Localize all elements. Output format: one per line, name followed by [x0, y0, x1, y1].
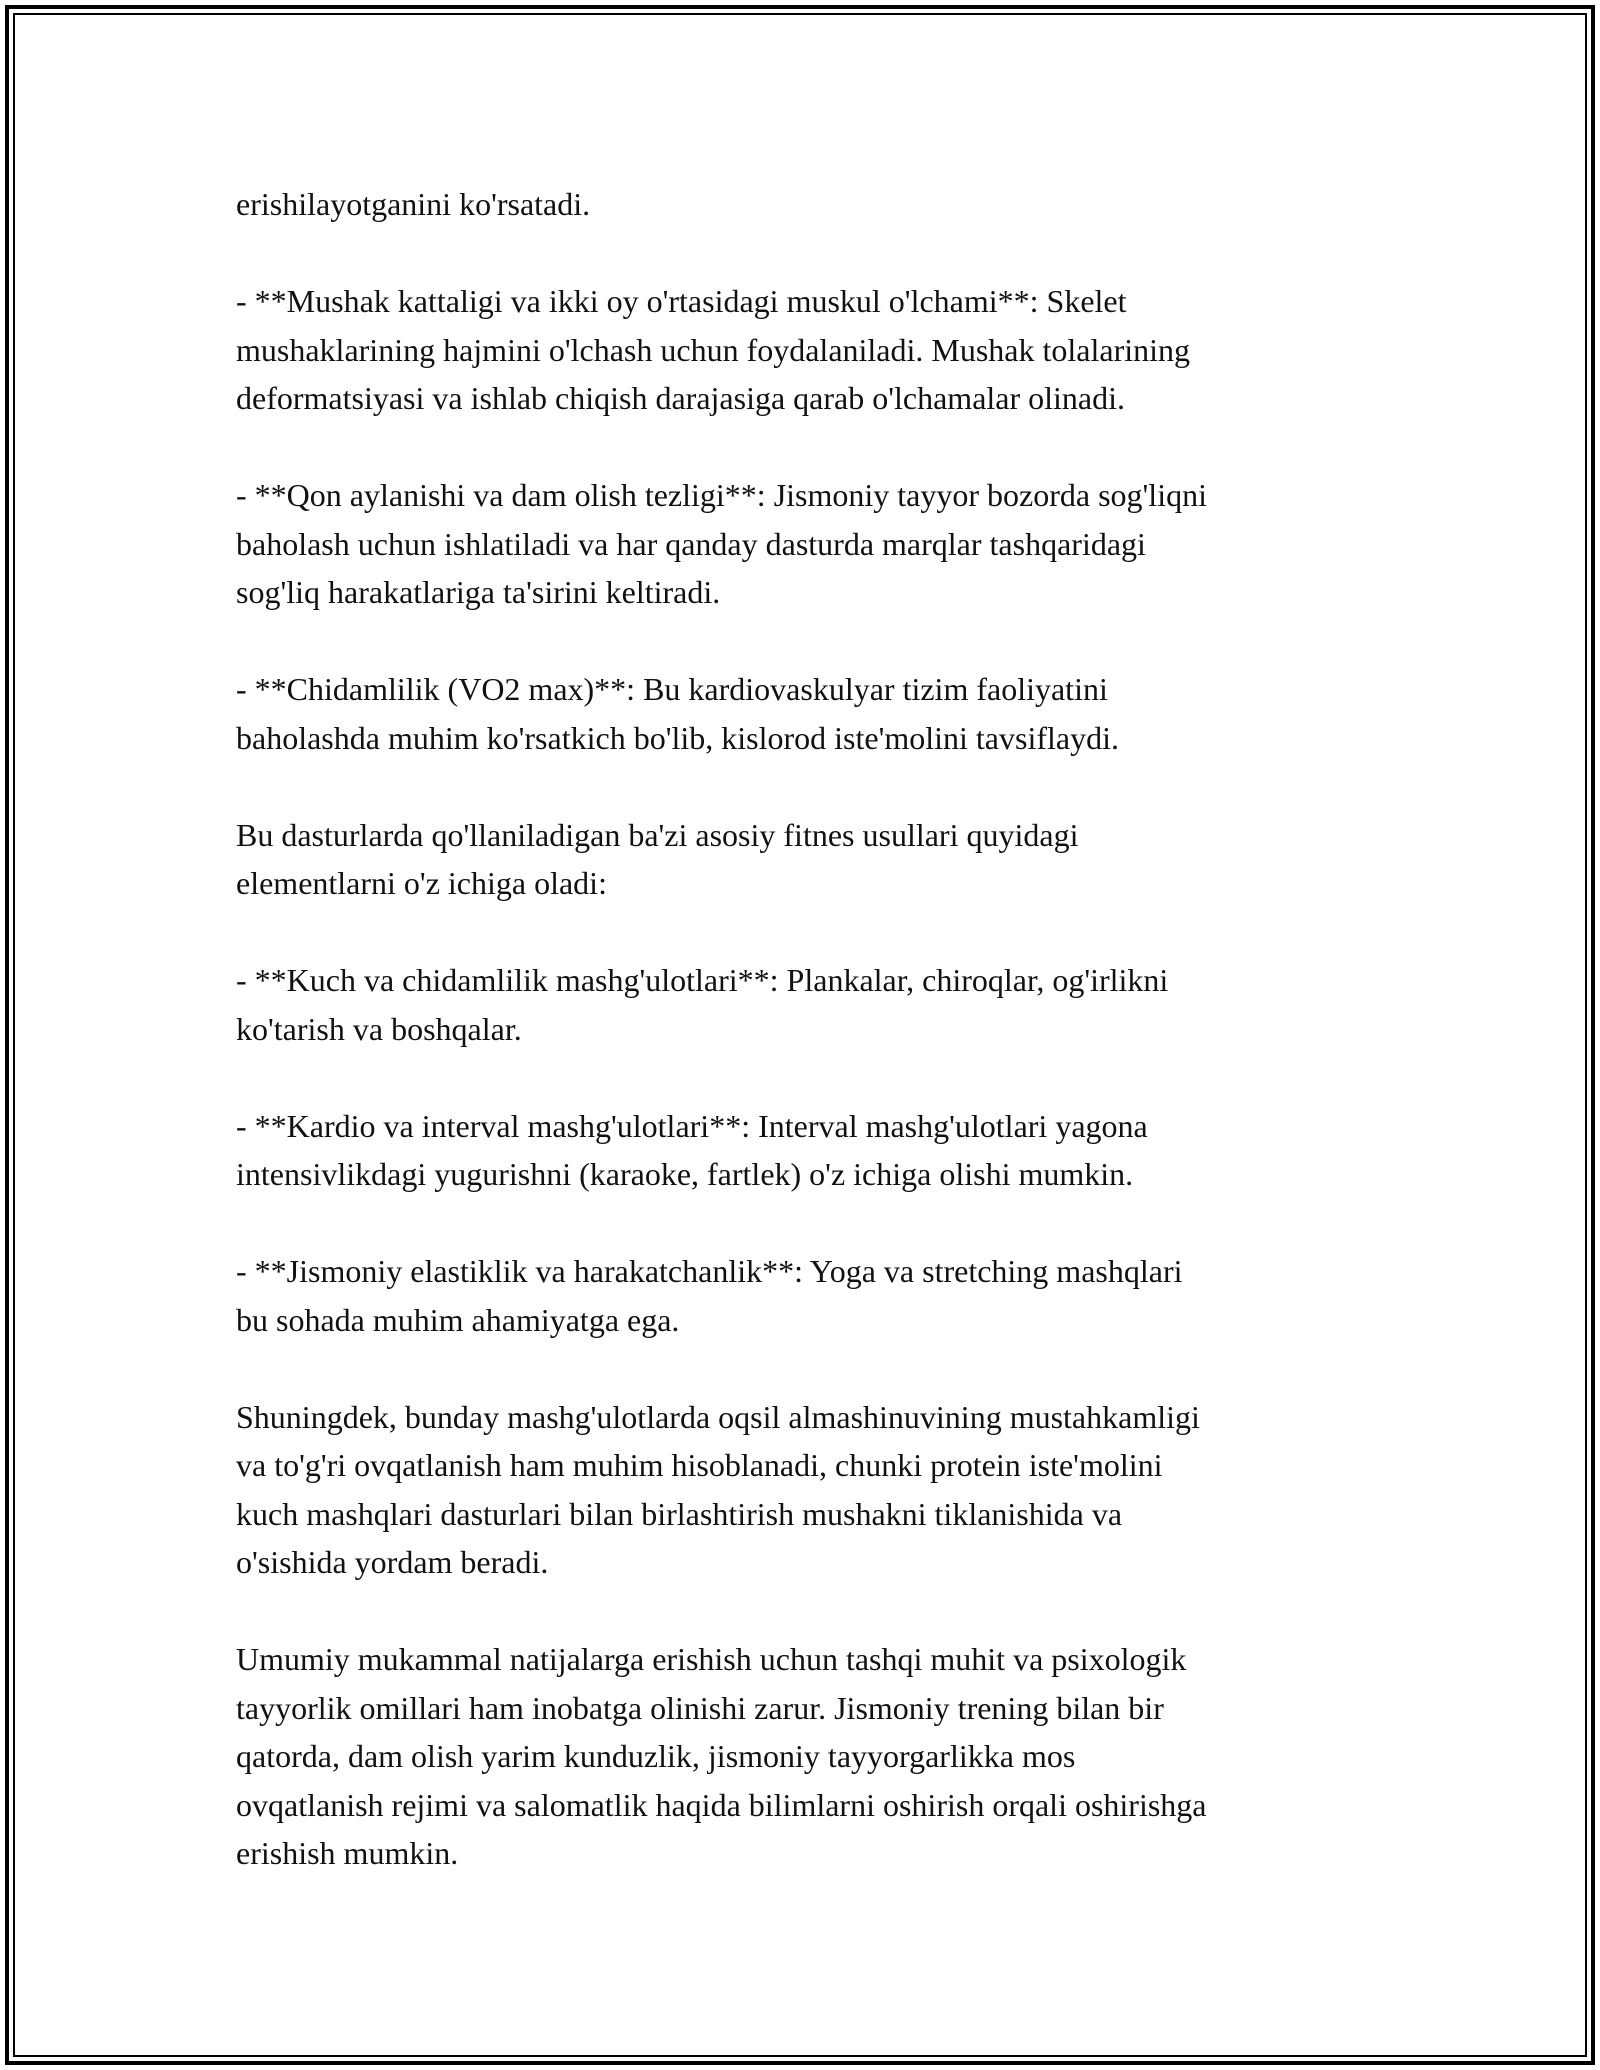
list-item-muscle-size: - **Mushak kattaligi va ikki oy o'rtasidagi muskul o'lchami**: Skelet mushaklarining hajmini o'lchash uchun foydalaniladi. Mushak tolalarining deformatsiyasi va ishlab chiqish darajasiga qarab o'lchamalar olinadi.: [236, 283, 1191, 416]
list-item-strength-training: - **Kuch va chidamlilik mashg'ulotlari**: Plankalar, chiroqlar, og'irlikni ko'tarish va boshqalar.: [236, 962, 1169, 1047]
document-body: [236, 180, 1376, 1878]
list-item-circulation: - **Qon aylanishi va dam olish tezligi**: Jismoniy tayyor bozorda sog'liqni baholash uchun ishlatiladi va har qanday dasturda marqlar tashqaridagi sog'liq harakatlariga ta'sirini keltiradi.: [236, 477, 1207, 610]
paragraph-continuation: erishilayotganini ko'rsatadi.: [236, 186, 591, 222]
list-item-endurance: - **Chidamlilik (VO2 max)**: Bu kardiovaskulyar tizim faoliyatini baholashda muhim ko'rsatkich bo'lib, kislorod iste'molini tavsiflaydi.: [236, 671, 1119, 756]
paragraph-methods-intro: Bu dasturlarda qo'llaniladigan ba'zi asosiy fitnes usullari quyidagi elementlarni o'z ichiga oladi:: [236, 816, 1079, 901]
list-item-flexibility: - **Jismoniy elastiklik va harakatchanlik**: Yoga va stretching mashqlari bu sohada muhim ahamiyatga ega.: [236, 1253, 1183, 1338]
paragraph-nutrition: Shuningdek, bunday mashg'ulotlarda oqsil almashinuvining mustahkamligi va to'g'ri ovqatlanish ham muhim hisoblanadi, chunki protein iste'molini kuch mashqlari dasturlari bilan birlashtirish mushakni tiklanishida va o'sishida yordam beradi.: [236, 1398, 1200, 1580]
paragraph-conclusion: Umumiy mukammal natijalarga erishish uchun tashqi muhit va psixologik tayyorlik omillari ham inobatga olinishi zarur. Jismoniy trening bilan bir qatorda, dam olish yarim kunduzlik, jismoniy tayyorgarlikka mos ovqatlanish rejimi va salomatlik haqida bilimlarni oshirish orqali oshirishga erishish mumkin.: [236, 1641, 1207, 1871]
list-item-cardio-interval: - **Kardio va interval mashg'ulotlari**: Interval mashg'ulotlari yagona intensivlikdagi yugurishni (karaoke, fartlek) o'z ichiga olishi mumkin.: [236, 1107, 1148, 1192]
